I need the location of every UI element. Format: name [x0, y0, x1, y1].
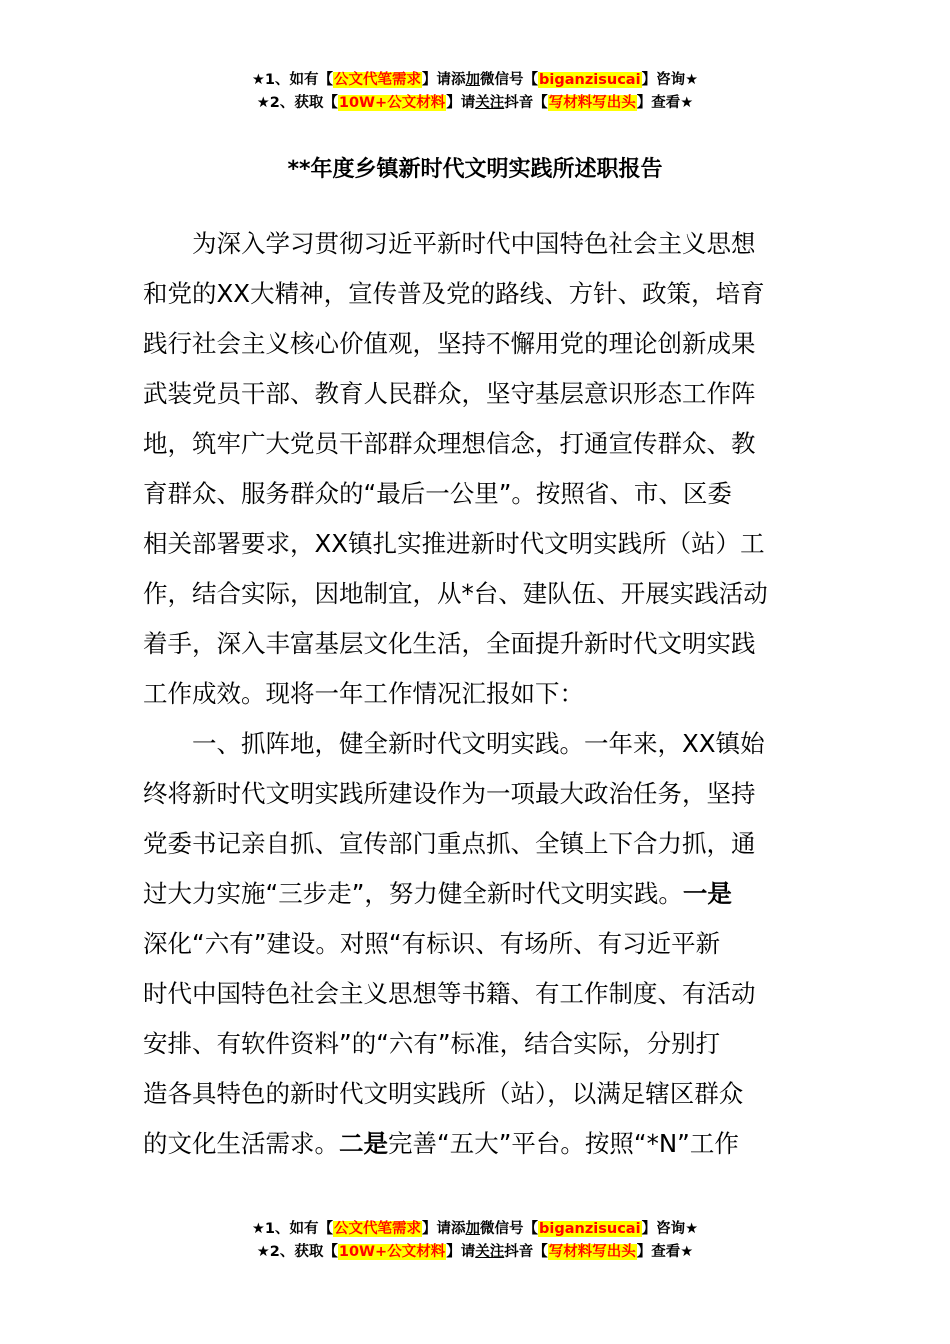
- body-line: 武装党员干部、教育人民群众，坚守基层意识形态工作阵: [143, 379, 756, 408]
- body-line: 安排、有软件资料”的“六有”标准，结合实际，分别打: [143, 1029, 721, 1058]
- banner-underlined: 加: [465, 1221, 481, 1237]
- body-line: 地，筑牢广大党员干部群众理想信念，打通宣传群众、教: [143, 429, 756, 458]
- body-text-segment: 的文化生活需求。: [143, 1129, 339, 1158]
- banner-highlight: biganzisucai: [539, 1221, 641, 1237]
- banner-text: 】请: [446, 1244, 476, 1260]
- banner-line-2: [0, 1241, 950, 1264]
- bold-marker: 二是: [339, 1129, 388, 1158]
- body-line: 育群众、服务群众的“最后一公里”。按照省、市、区委: [143, 479, 732, 508]
- banner-text: 】请添: [422, 72, 466, 88]
- body-line: 和党的XX大精神，宣传普及党的路线、方针、政策，培育: [143, 279, 765, 308]
- banner-text: ★2、获取【: [256, 1244, 338, 1260]
- banner-text: 】查看★: [636, 1244, 694, 1260]
- banner-text: 】咨询★: [641, 1221, 699, 1237]
- banner-line-1: [0, 69, 950, 92]
- body-line: 着手，深入丰富基层文化生活，全面提升新时代文明实践: [143, 629, 756, 658]
- banner-text: ★1、如有【: [251, 72, 334, 88]
- body-line: 作，结合实际，因地制宜，从*台、建队伍、开展实践活动: [143, 579, 768, 608]
- banner-line-2: [0, 92, 950, 115]
- banner-highlight: 公文代笔需求: [334, 72, 422, 88]
- body-text-segment: 完善“五大”平台。按照“*N”工作: [388, 1129, 739, 1158]
- footer-banner: [0, 1218, 950, 1264]
- banner-text: 微信号【: [480, 1221, 539, 1237]
- body-line: 践行社会主义核心价值观，坚持不懈用党的理论创新成果: [143, 329, 756, 358]
- banner-text: ★1、如有【: [251, 1221, 334, 1237]
- banner-underlined: 关注: [475, 95, 505, 111]
- body-line: 造各具特色的新时代文明实践所（站），以满足辖区群众: [143, 1079, 744, 1108]
- header-banner: [0, 69, 950, 115]
- banner-underlined: 加: [465, 72, 481, 88]
- banner-highlight: 10W+公文材料: [338, 95, 446, 111]
- body-line: 相关部署要求，XX镇扎实推进新时代文明实践所（站）工: [143, 529, 765, 558]
- body-line: 终将新时代文明实践所建设作为一项最大政治任务，坚持: [143, 779, 756, 808]
- banner-text: 】请: [446, 95, 476, 111]
- body-line: [143, 1119, 813, 1169]
- banner-underlined: 关注: [475, 1244, 505, 1260]
- body-line: 党委书记亲自抓、宣传部门重点抓、全镇上下合力抓，通: [143, 829, 756, 858]
- body-line: 时代中国特色社会主义思想等书籍、有工作制度、有活动: [143, 979, 756, 1008]
- banner-text: ★2、获取【: [256, 95, 338, 111]
- banner-line-1: [0, 1218, 950, 1241]
- body-line: [143, 869, 813, 919]
- body-line: 一、抓阵地，健全新时代文明实践。一年来，XX镇始: [192, 729, 765, 758]
- banner-text: 抖音【: [504, 95, 548, 111]
- banner-text: 】咨询★: [641, 72, 699, 88]
- document-body: [143, 219, 813, 1169]
- banner-text: 微信号【: [480, 72, 539, 88]
- body-text-segment: 过大力实施“三步走”，努力健全新时代文明实践。: [143, 879, 683, 908]
- bold-marker: 一是: [682, 879, 732, 908]
- body-line: 工作成效。现将一年工作情况汇报如下：: [143, 679, 584, 708]
- banner-text: 抖音【: [504, 1244, 548, 1260]
- banner-highlight: 写材料写出头: [548, 95, 636, 111]
- banner-highlight: 写材料写出头: [548, 1244, 636, 1260]
- document-title: **年度乡镇新时代文明实践所述职报告: [287, 157, 663, 182]
- banner-highlight: 10W+公文材料: [338, 1244, 446, 1260]
- banner-highlight: 公文代笔需求: [334, 1221, 422, 1237]
- body-line: 深化“六有”建设。对照“有标识、有场所、有习近平新: [143, 929, 721, 958]
- banner-text: 】查看★: [636, 95, 694, 111]
- body-line: 为深入学习贯彻习近平新时代中国特色社会主义思想: [192, 229, 756, 258]
- banner-highlight: biganzisucai: [539, 72, 641, 88]
- banner-text: 】请添: [422, 1221, 466, 1237]
